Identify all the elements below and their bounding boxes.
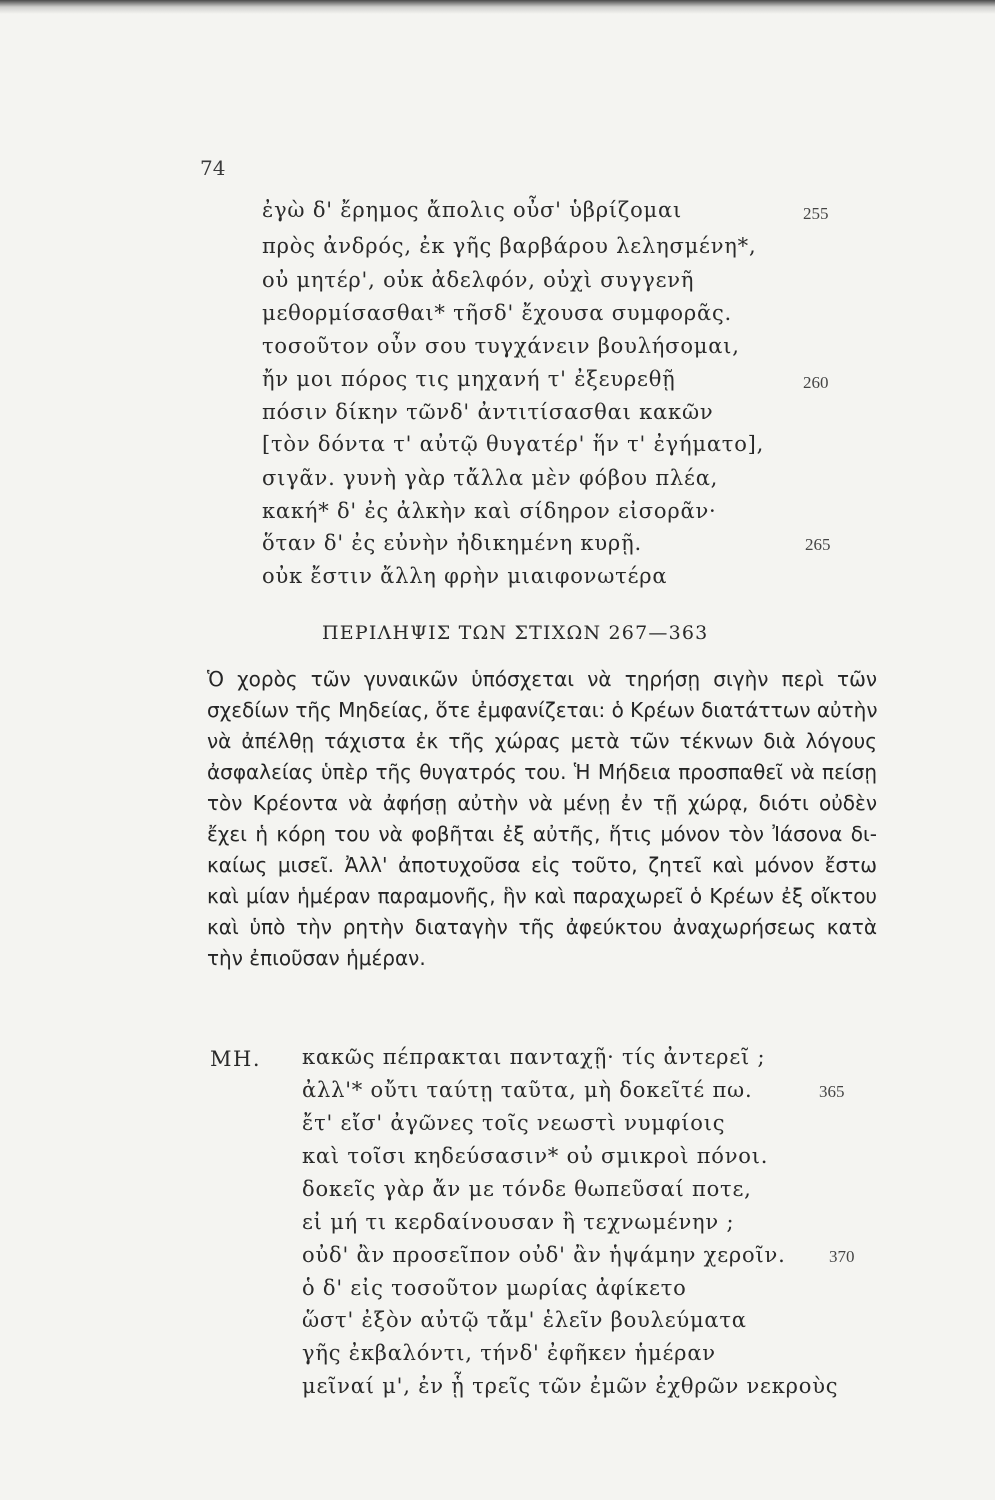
- verse-line: καὶ τοῖσι κηδεύσασιν* οὐ σμικροὶ πόνοι.: [302, 1144, 769, 1168]
- verse-line: μεθορμίσασθαι* τῆσδ' ἔχουσα συμφορᾶς.: [262, 301, 733, 325]
- verse-line: πόσιν δίκην τῶνδ' ἀντιτίσασθαι κακῶν: [262, 400, 714, 424]
- verse-line: ἔτ' εἴσ' ἀγῶνες τοῖς νεωστὶ νυμφίοις: [302, 1111, 726, 1135]
- verse-line: ὥστ' ἐξὸν αὐτῷ τἄμ' ἑλεῖν βουλεύματα: [302, 1308, 747, 1332]
- line-number: 265: [805, 535, 831, 554]
- line-number: 255: [803, 204, 829, 223]
- verse-line: ὅταν δ' ἐς εὐνὴν ἠδικημένη κυρῇ.: [262, 531, 642, 555]
- scan-top-edge: [0, 0, 995, 14]
- verse-line: γῆς ἐκβαλόντι, τήνδ' ἐφῆκεν ἡμέραν: [302, 1341, 716, 1365]
- line-number: 365: [819, 1082, 845, 1101]
- page-number: 74: [200, 156, 226, 180]
- verse-line: ἀλλ'* οὔτι ταύτῃ ταῦτα, μὴ δοκεῖτέ πω.: [302, 1078, 753, 1102]
- verse-line: [τὸν δόντα τ' αὐτῷ θυγατέρ' ἥν τ' ἐγήματο],: [262, 432, 765, 456]
- summary-line: καὶ ὑπὸ τὴν ρητὴν διαταγὴν τῆς ἀφεύκτου ἀναχωρήσεως κατὰ: [207, 915, 877, 939]
- summary-line: σχεδίων τῆς Μηδείας, ὅτε ἐμφανίζεται: ὁ Κρέων διατάττων αὐτὴν: [207, 698, 878, 722]
- verse-line: κακή* δ' ἐς ἀλκὴν καὶ σίδηρον εἰσορᾶν·: [262, 499, 717, 523]
- verse-line: ἐγὼ δ' ἔρημος ἄπολις οὖσ' ὑβρίζομαι: [262, 198, 683, 222]
- summary-line: Ὁ χορὸς τῶν γυναικῶν ὑπόσχεται νὰ τηρήσῃ σιγὴν περὶ τῶν: [207, 667, 877, 691]
- verse-line: σιγᾶν. γυνὴ γὰρ τἄλλα μὲν φόβου πλέα,: [262, 466, 719, 490]
- verse-line: δοκεῖς γὰρ ἄν με τόνδε θωπεῦσαί ποτε,: [302, 1177, 752, 1201]
- line-number: 370: [829, 1247, 855, 1266]
- verse-line: μεῖναί μ', ἐν ᾗ τρεῖς τῶν ἐμῶν ἐχθρῶν νεκροὺς: [302, 1374, 839, 1398]
- verse-line: πρὸς ἀνδρός, ἐκ γῆς βαρβάρου λελησμένη*,: [262, 234, 757, 258]
- summary-line: καίως μισεῖ. Ἀλλ' ἀποτυχοῦσα εἰς τοῦτο, ζητεῖ καὶ μόνον ἔστω: [207, 853, 877, 877]
- line-number: 260: [803, 373, 829, 392]
- verse-line: ὁ δ' εἰς τοσοῦτον μωρίας ἀφίκετο: [302, 1276, 687, 1300]
- summary-line: ἔχει ἡ κόρη του νὰ φοβῆται ἐξ αὐτῆς, ἥτις μόνον τὸν Ἰάσονα δι-: [207, 822, 877, 846]
- summary-heading: ΠΕΡΙΛΗΨΙΣ ΤΩΝ ΣΤΙΧΩΝ 267—363: [322, 622, 709, 644]
- verse-line: οὐκ ἔστιν ἄλλη φρὴν μιαιφονωτέρα: [262, 564, 668, 588]
- summary-line: τὴν ἐπιοῦσαν ἡμέραν.: [207, 946, 426, 970]
- verse-line: ἤν μοι πόρος τις μηχανή τ' ἐξευρεθῇ: [262, 367, 676, 391]
- verse-line: εἰ μή τι κερδαίνουσαν ἢ τεχνωμένην ;: [302, 1210, 735, 1234]
- verse-line: κακῶς πέπρακται πανταχῇ· τίς ἀντερεῖ ;: [302, 1045, 766, 1069]
- summary-line: καὶ μίαν ἡμέραν παραμονῆς, ἣν καὶ παραχωρεῖ ὁ Κρέων ἐξ οἴκτου: [207, 884, 877, 908]
- verse-line: οὐδ' ἂν προσεῖπον οὐδ' ἂν ἡψάμην χεροῖν.: [302, 1243, 786, 1267]
- verse-line: τοσοῦτον οὖν σου τυγχάνειν βουλήσομαι,: [262, 334, 740, 358]
- verse-line: οὐ μητέρ', οὐκ ἀδελφόν, οὐχὶ συγγενῆ: [262, 268, 695, 292]
- summary-line: ἀσφαλείας ὑπὲρ τῆς θυγατρός του. Ἡ Μήδεια προσπαθεῖ νὰ πείσῃ: [207, 760, 877, 784]
- summary-paragraph: [207, 664, 877, 974]
- speaker-label: ΜΗ.: [210, 1047, 261, 1071]
- summary-line: νὰ ἀπέλθῃ τάχιστα ἐκ τῆς χώρας μετὰ τῶν τέκνων διὰ λόγους: [207, 729, 877, 753]
- summary-line: τὸν Κρέοντα νὰ ἀφήσῃ αὐτὴν νὰ μένῃ ἐν τῇ χώρᾳ, διότι οὐδὲν: [207, 791, 877, 815]
